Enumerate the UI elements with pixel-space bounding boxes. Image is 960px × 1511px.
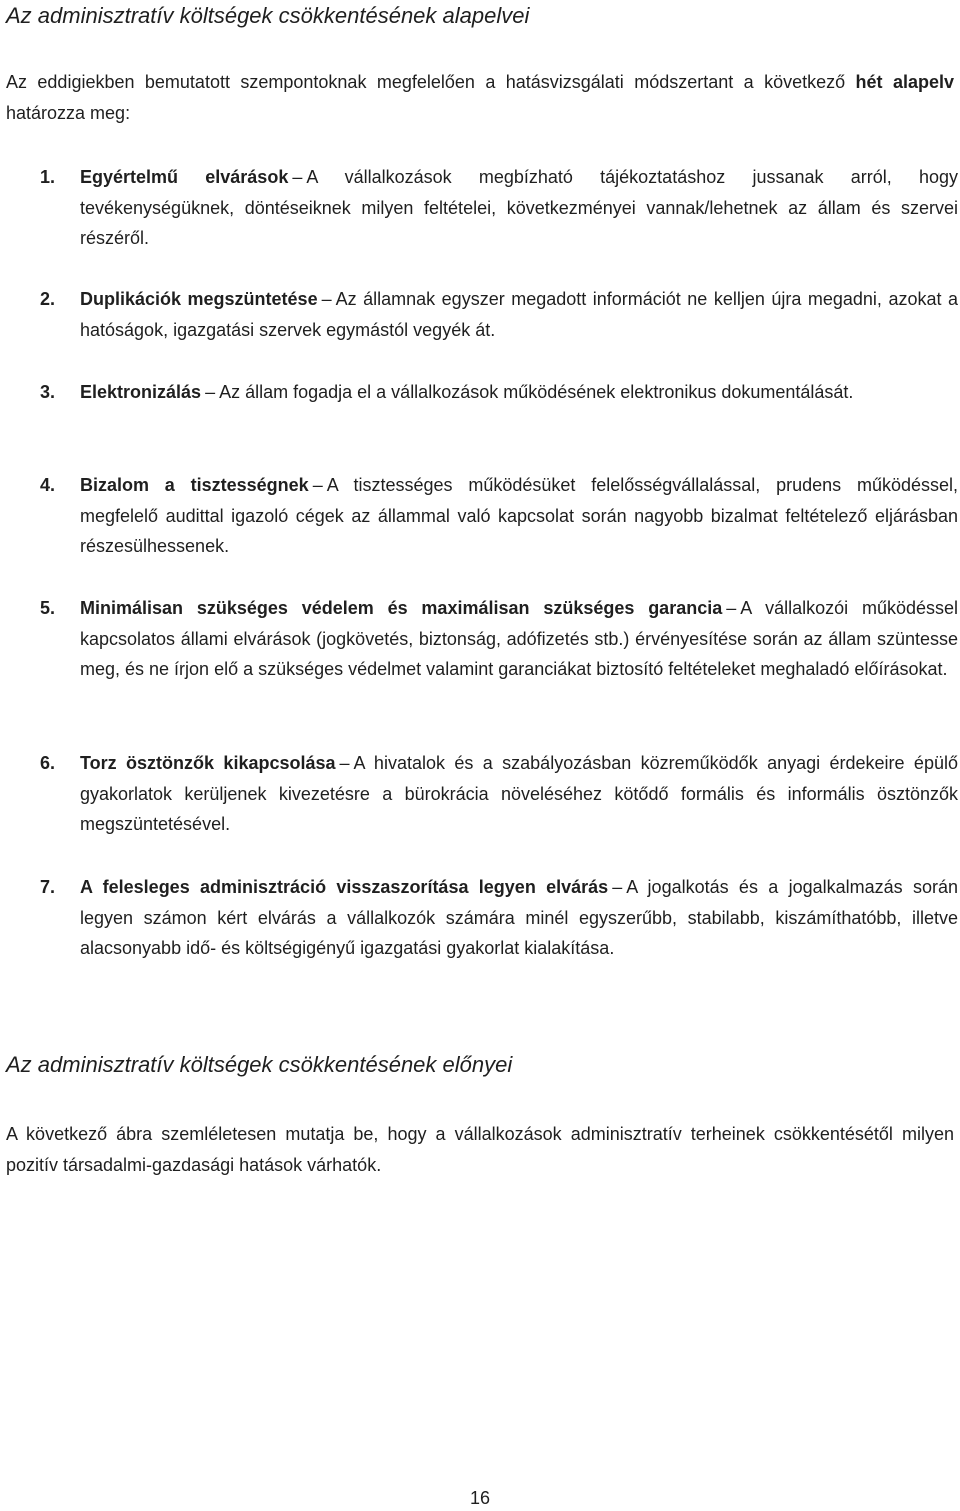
intro-text-before: Az eddigiekben bemutatott szempontoknak megfelelően a hatásvizsgálati módszertant a következő [6, 72, 856, 92]
principle-text: A hivatalok és a szabályozásban közreműködők anyagi érdekeire épülő gyakorlatok kerüljenek kivezetésre a bürokrácia növeléséhez kötődő formális és informális ösztönzők megszüntetésével. [80, 753, 958, 834]
principle-term: Elektronizálás [80, 382, 202, 402]
principle-text: A jogalkotás és a jogalkalmazás során legyen számon kért elvárás a vállalkozók számára minél egyszerűbb, stabilabb, kiszámíthatóbb, illetve alacsonyabb idő- és költségigényű igazgatási gyakorlat kialakítása. [80, 877, 958, 958]
principle-item-6 [40, 748, 958, 840]
principle-number: 3. [40, 382, 56, 402]
principle-number: 2. [40, 289, 56, 309]
principle-term: Duplikációk megszüntetése [80, 289, 318, 309]
benefits-paragraph: A következő ábra szemléletesen mutatja be, hogy a vállalkozások adminisztratív terheinek csökkentésétől milyen pozitív társadalmi-gazdasági hatások várhatók. [6, 1124, 954, 1175]
principle-text: A vállalkozások megbízható tájékoztatáshoz jussanak arról, hogy tevékenységüknek, döntéseiknek milyen feltételei, következményei vannak/lehetnek az állam és szervei részéről. [80, 167, 958, 248]
principle-dash: – [205, 382, 216, 402]
principle-dash: – [312, 475, 323, 495]
principle-number: 4. [40, 475, 56, 495]
principle-item-7 [40, 872, 958, 964]
principle-text: Az állam fogadja el a vállalkozások működésének elektronikus dokumentálását. [219, 382, 854, 402]
principle-item-5 [40, 593, 958, 685]
principle-term: Torz ösztönzők kikapcsolása [80, 753, 336, 773]
principle-text: A vállalkozói működéssel kapcsolatos állami elvárások (jogkövetés, biztonság, adófizetés stb.) érvényesítése során az állam szüntesse meg, és ne írjon elő a szükséges védelmet valamint garanciákat biztosító feltételeket meghaladó előírásokat. [80, 598, 958, 679]
principle-text: Az államnak egyszer megadott információt ne kelljen újra megadni, azokat a hatóságok, igazgatási szervek egymástól vegyék át. [80, 289, 958, 340]
principle-dash: – [321, 289, 332, 309]
principle-dash: – [726, 598, 737, 618]
principle-number: 1. [40, 167, 56, 187]
principle-term: Egyértelmű elvárások [80, 167, 289, 187]
page-number: 16 [469, 1488, 491, 1508]
principle-dash: – [339, 753, 350, 773]
principle-item-3 [40, 377, 958, 408]
principle-item-2 [40, 284, 958, 345]
principle-item-1 [40, 162, 958, 254]
principle-text: A tisztességes működésüket felelősségvállalással, prudens működéssel, megfelelő audittal igazoló cégek az állammal való kapcsolat során nagyobb bizalmat feltételező eljárásban részesülhessenek. [80, 475, 958, 556]
principle-number: 7. [40, 877, 56, 897]
principle-dash: – [612, 877, 623, 897]
principle-number: 5. [40, 598, 56, 618]
principle-term: Bizalom a tisztességnek [80, 475, 309, 495]
principle-item-4 [40, 470, 958, 562]
intro-text-bold: hét alapelv [855, 72, 954, 92]
principle-term: A felesleges adminisztráció visszaszorítása legyen elvárás [80, 877, 609, 897]
intro-text-after: határozza meg: [6, 102, 131, 123]
principle-number: 6. [40, 753, 56, 773]
intro-paragraph [6, 67, 954, 128]
principle-dash: – [292, 167, 303, 187]
section-title-benefits: Az adminisztratív költségek csökkentésének előnyei [6, 1052, 513, 1077]
section-title-principles: Az adminisztratív költségek csökkentésének alapelvei [6, 3, 530, 28]
principle-term: Minimálisan szükséges védelem és maximálisan szükséges garancia [80, 598, 723, 618]
